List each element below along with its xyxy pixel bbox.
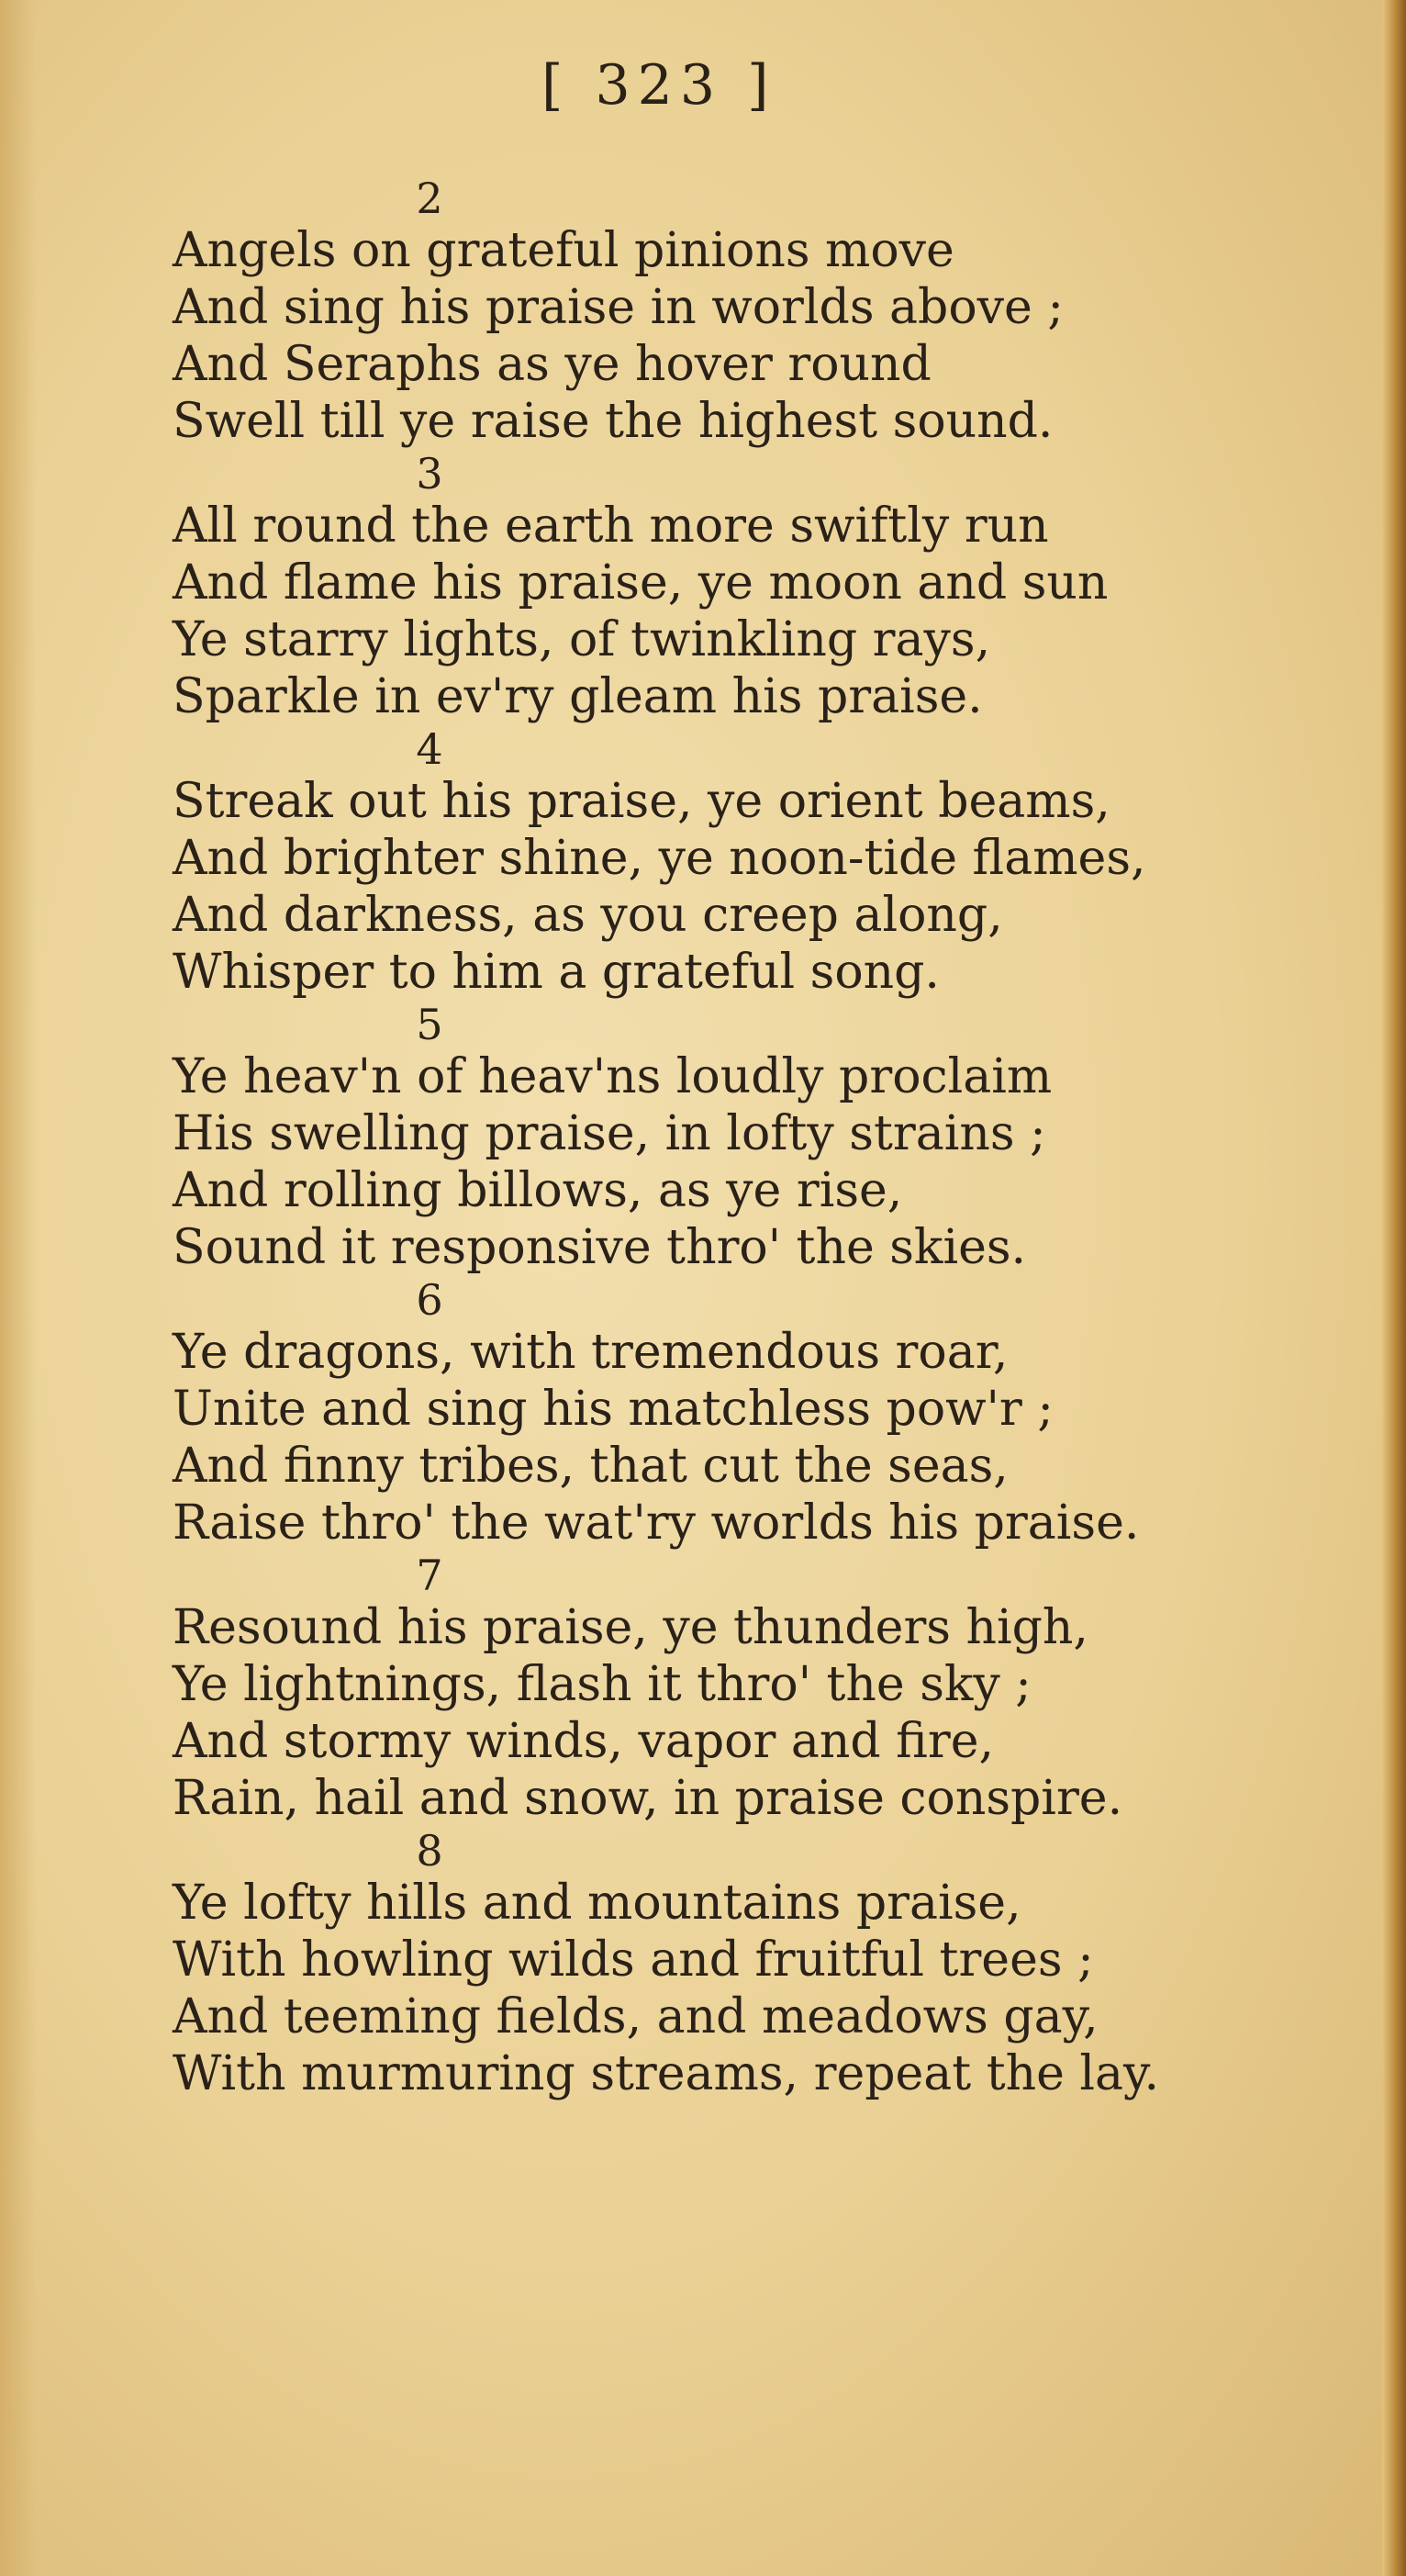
verse	[173, 450, 1255, 725]
verse-line: And rolling billows, as ye rise,	[173, 1163, 903, 1218]
verse-line: And teeming fields, and meadows gay,	[173, 1989, 1099, 2044]
verse	[173, 174, 1255, 450]
verse-line: And finny tribes, that cut the seas,	[173, 1439, 1009, 1494]
verse-number: 6	[416, 1275, 443, 1325]
verse-line: Ye lightnings, flash it thro' the sky ;	[173, 1657, 1032, 1712]
verse-line: All round the earth more swiftly run	[173, 498, 1049, 554]
verse-number: 8	[416, 1826, 443, 1876]
verse-line: Ye heav'n of heav'ns loudly proclaim	[173, 1049, 1053, 1104]
verse-number: 7	[416, 1551, 443, 1600]
verse-number: 2	[416, 174, 443, 223]
verse-number: 5	[416, 1000, 443, 1049]
verse-number: 3	[416, 449, 443, 498]
verse-line: And Seraphs as ye hover round	[173, 337, 932, 392]
verse	[173, 1551, 1255, 1827]
hymn-text	[173, 174, 1255, 2102]
verse-line: And flame his praise, ye moon and sun	[173, 555, 1109, 610]
verse-line: Resound his praise, ye thunders high,	[173, 1600, 1088, 1655]
verse-line: Streak out his praise, ye orient beams,	[173, 774, 1110, 829]
verse	[173, 1276, 1255, 1551]
verse-line: And sing his praise in worlds above ;	[173, 280, 1064, 335]
verse-line: Rain, hail and snow, in praise conspire.	[173, 1771, 1123, 1826]
verse-line: Raise thro' the wat'ry worlds his praise.	[173, 1495, 1140, 1551]
verse-line: With murmuring streams, repeat the lay.	[173, 2046, 1160, 2101]
verse	[173, 725, 1255, 1001]
verse-line: Sound it responsive thro' the skies.	[173, 1220, 1027, 1275]
page-gutter-shadow	[0, 0, 37, 2576]
verse-line: Unite and sing his matchless pow'r ;	[173, 1382, 1054, 1437]
verse-line: Whisper to him a grateful song.	[173, 945, 940, 1000]
verse-line: Ye dragons, with tremendous roar,	[173, 1325, 1009, 1380]
verse	[173, 1001, 1255, 1276]
verse	[173, 1827, 1255, 2102]
verse-line: Ye lofty hills and mountains praise,	[173, 1876, 1021, 1931]
verse-line: And darkness, as you creep along,	[173, 888, 1003, 943]
page-edge	[1382, 0, 1406, 2576]
verse-line: Ye starry lights, of twinkling rays,	[173, 612, 991, 667]
verse-line: His swelling praise, in lofty strains ;	[173, 1106, 1046, 1161]
verse-line: And brighter shine, ye noon-tide flames,	[173, 831, 1146, 886]
page-number-header: [ 323 ]	[541, 53, 776, 118]
verse-number: 4	[416, 724, 443, 774]
verse-line: Swell till ye raise the highest sound.	[173, 394, 1054, 449]
verse-line: And stormy winds, vapor and fire,	[173, 1714, 994, 1769]
verse-line: Sparkle in ev'ry gleam his praise.	[173, 669, 983, 724]
verse-line: With howling wilds and fruitful trees ;	[173, 1932, 1094, 1988]
verse-line: Angels on grateful pinions move	[173, 223, 954, 278]
